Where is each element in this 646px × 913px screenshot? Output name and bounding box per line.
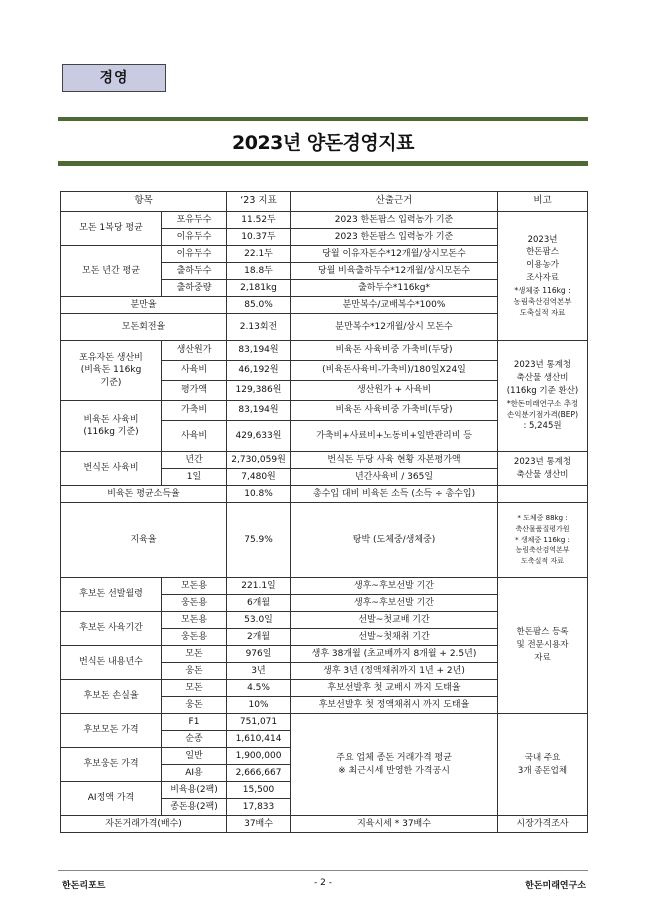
row-value: 2개월 <box>227 629 291 646</box>
row-value: 2.13회전 <box>227 314 291 341</box>
row-value: 46,192원 <box>227 361 291 381</box>
row-basis: 비육돈 사육비중 가축비(두당) <box>291 401 498 421</box>
row-basis: 생후~후보선발 기간 <box>291 595 498 612</box>
row-sub: 년간 <box>162 452 227 469</box>
row-sub: 일반 <box>162 748 227 765</box>
note-empty <box>498 486 588 503</box>
header-note: 비고 <box>498 192 588 212</box>
row-sub: AI용 <box>162 765 227 782</box>
row-basis: 출하두수*116kg* <box>291 280 498 297</box>
row-sub: 생산원가 <box>162 341 227 361</box>
row-sub: 웅돈 <box>162 697 227 714</box>
row-basis: 후보선발후 첫 교배시 까지 도태율 <box>291 680 498 697</box>
row-group: 모돈 1복당 평균 <box>61 212 162 246</box>
table-header-row <box>61 192 588 212</box>
row-group: 분만율 <box>61 297 227 314</box>
table-row <box>61 452 588 469</box>
row-sub: 사육비 <box>162 421 227 452</box>
row-sub: 비육용(2팩) <box>162 782 227 799</box>
row-value: 18.8두 <box>227 263 291 280</box>
row-value: 10.37두 <box>227 229 291 246</box>
row-value: 10% <box>227 697 291 714</box>
row-basis: 가축비+사료비+노동비+일반관리비 등 <box>291 421 498 452</box>
row-basis: 지육시세 * 37배수 <box>291 816 498 833</box>
row-basis: 선발~첫교배 기간 <box>291 612 498 629</box>
header-item: 항목 <box>61 192 227 212</box>
row-sub: 모돈 <box>162 646 227 663</box>
row-group: 번식돈 사육비 <box>61 452 162 486</box>
section-badge: 경영 <box>62 64 166 92</box>
row-basis: 후보선발후 첫 정액채취시 까지 도태율 <box>291 697 498 714</box>
note-statistics: 2023년 통계청 축산물 생산비 (116kg 기준 환산) *한돈미래연구소 추정 손익분기점가격(BEP) : 5,245원 <box>498 341 588 452</box>
row-sub: 가축비 <box>162 401 227 421</box>
row-group: 후보돈 선발월령 <box>61 578 162 612</box>
row-value: 4.5% <box>227 680 291 697</box>
table-row <box>61 212 588 229</box>
row-value: 53.0일 <box>227 612 291 629</box>
row-value: 3년 <box>227 663 291 680</box>
title-rule-bottom <box>58 161 588 166</box>
row-value: 2,181kg <box>227 280 291 297</box>
row-sub: F1 <box>162 714 227 731</box>
table-row <box>61 578 588 595</box>
row-value: 85.0% <box>227 297 291 314</box>
row-value: 37배수 <box>227 816 291 833</box>
row-group: 후보돈 사육기간 <box>61 612 162 646</box>
row-value: 129,386원 <box>227 381 291 401</box>
row-value: 10.8% <box>227 486 291 503</box>
table-row <box>61 816 588 833</box>
row-group: 비육돈 평균소득율 <box>61 486 227 503</box>
row-sub: 모돈용 <box>162 578 227 595</box>
footer-organization: 한돈미래연구소 <box>525 881 586 891</box>
row-basis: 탕박 (도체중/생체중) <box>291 503 498 578</box>
row-value: 83,194원 <box>227 341 291 361</box>
row-value: 7,480원 <box>227 469 291 486</box>
row-note: 시장가격조사 <box>498 816 588 833</box>
row-value: 22.1두 <box>227 246 291 263</box>
page-title: 2023년 양돈경영지표 <box>232 132 414 154</box>
row-group: 모돈 년간 평균 <box>61 246 162 297</box>
row-value: 1,610,414 <box>227 731 291 748</box>
note-registered: 한돈팜스 등록 및 전문시용자 자료 <box>498 578 588 714</box>
row-group: AI정액 가격 <box>61 782 162 816</box>
note-carcass: * 도체중 88kg : 축산물품질평가원 * 생체중 116kg : 농림축산검역본부 도축실적 자료 <box>498 503 588 578</box>
row-group: 후보웅돈 가격 <box>61 748 162 782</box>
row-value: 75.9% <box>227 503 291 578</box>
row-basis: 생후~후보선발 기간 <box>291 578 498 595</box>
row-group: 후보모돈 가격 <box>61 714 162 748</box>
row-sub: 순종 <box>162 731 227 748</box>
row-value: 1,900,000 <box>227 748 291 765</box>
row-sub: 모돈용 <box>162 612 227 629</box>
table-row <box>61 341 588 361</box>
footer-rule <box>58 870 588 871</box>
note-breeders: 국내 주요 3개 종돈업체 <box>498 714 588 816</box>
row-sub: 웅돈 <box>162 663 227 680</box>
row-value: 2,730,059원 <box>227 452 291 469</box>
row-basis: 년간사육비 / 365일 <box>291 469 498 486</box>
row-group: 포유자돈 생산비 (비육돈 116kg 기준) <box>61 341 162 401</box>
row-sub: 종돈용(2팩) <box>162 799 227 816</box>
row-value: 221.1일 <box>227 578 291 595</box>
row-value: 83,194원 <box>227 401 291 421</box>
row-basis: 분만복수*12개월/상시 모돈수 <box>291 314 498 341</box>
footer-publication: 한돈리포트 <box>62 881 106 891</box>
row-basis: 당월 이유자돈수*12개월/상시모돈수 <box>291 246 498 263</box>
price-basis: 주요 업체 종돈 거래가격 평균 ※ 최근시세 반영한 가격공시 <box>291 714 498 816</box>
row-sub: 포유두수 <box>162 212 227 229</box>
row-sub: 웅돈용 <box>162 595 227 612</box>
table-row <box>61 714 588 731</box>
row-basis: 생후 38개월 (초교배까지 8개월 + 2.5년) <box>291 646 498 663</box>
row-basis: 선발~첫채취 기간 <box>291 629 498 646</box>
row-sub: 출하두수 <box>162 263 227 280</box>
row-basis: 2023 한돈팜스 입력농가 기준 <box>291 229 498 246</box>
row-group: 지육율 <box>61 503 227 578</box>
row-sub: 평가액 <box>162 381 227 401</box>
row-sub: 1일 <box>162 469 227 486</box>
row-sub: 이유두수 <box>162 246 227 263</box>
row-value: 751,071 <box>227 714 291 731</box>
row-sub: 사육비 <box>162 361 227 381</box>
header-basis: 산출근거 <box>291 192 498 212</box>
page-number: - 2 - <box>314 878 332 888</box>
note-statistics-breeding: 2023년 통계청 축산물 생산비 <box>498 452 588 486</box>
indicator-table <box>60 191 588 833</box>
row-group: 번식돈 내용년수 <box>61 646 162 680</box>
row-value: 6개월 <box>227 595 291 612</box>
row-group: 모돈회전율 <box>61 314 227 341</box>
row-group: 자돈거래가격(배수) <box>61 816 227 833</box>
row-basis: 총수입 대비 비육돈 소득 (소득 ÷ 총수입) <box>291 486 498 503</box>
header-indicator: ‘23 지표 <box>227 192 291 212</box>
row-value: 429,633원 <box>227 421 291 452</box>
row-basis: 생산원가 + 사육비 <box>291 381 498 401</box>
row-basis: 번식돈 두당 사육 현황 자본평가액 <box>291 452 498 469</box>
row-value: 11.52두 <box>227 212 291 229</box>
row-basis: 분만복수/교배복수*100% <box>291 297 498 314</box>
title-rule-top <box>58 117 588 121</box>
row-value: 2,666,667 <box>227 765 291 782</box>
row-group: 비육돈 사육비 (116kg 기준) <box>61 401 162 452</box>
row-value: 15,500 <box>227 782 291 799</box>
row-basis: 2023 한돈팜스 입력농가 기준 <box>291 212 498 229</box>
row-sub: 이유두수 <box>162 229 227 246</box>
row-basis: 당월 비육출하두수*12개월/상시모돈수 <box>291 263 498 280</box>
row-value: 976일 <box>227 646 291 663</box>
row-value: 17,833 <box>227 799 291 816</box>
row-basis: (비육돈사육비-가축비)/180일X24일 <box>291 361 498 381</box>
note-hanpharm: 2023년 한돈팜스 이용농가 조사자료 *생체중 116kg : 농림축산검역본부 도축실적 자료 <box>498 212 588 341</box>
row-basis: 비육돈 사육비중 가축비(두당) <box>291 341 498 361</box>
row-sub: 웅돈용 <box>162 629 227 646</box>
row-sub: 모돈 <box>162 680 227 697</box>
row-basis: 생후 3년 (정액채취까지 1년 + 2년) <box>291 663 498 680</box>
row-sub: 출하중량 <box>162 280 227 297</box>
row-group: 후보돈 손실율 <box>61 680 162 714</box>
table-row <box>61 503 588 578</box>
table-row <box>61 486 588 503</box>
